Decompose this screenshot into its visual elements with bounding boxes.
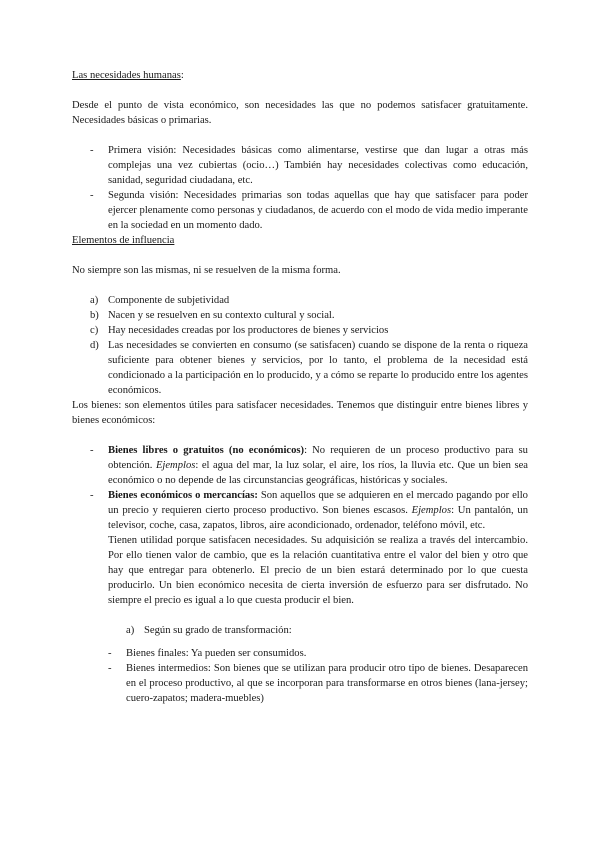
list-marker: c) xyxy=(90,325,99,336)
list-item: - Primera visión: Necesidades básicas como alimentarse, vestirse que dan lugar a otras más complejas una vez cubiertas (ocio…) También hay necesidades colectivas como educación, sanidad, seguridad ciudadana, etc. xyxy=(90,145,528,186)
section-heading-elementos: Elementos de influencia xyxy=(72,235,175,246)
paragraph-utilidad: Tienen utilidad porque satisfacen necesidades. Su adquisición se realiza a través del intercambio. Por ello tienen valor de cambio, que es la relación cuantitativa entre el valor del bien y otro que hay que entregar para obtenerlo. El precio de un bien estará determinado por lo que cuesta producirlo. Un bien económico necesita de cierta inversión de esfuerzo para ser disfrutado. No siempre el precio es igual a lo que cuesta producir el bien. xyxy=(108,535,528,606)
list-item: a) Componente de subjetividad xyxy=(90,295,230,306)
paragraph-intro-elementos: No siempre son las mismas, ni se resuelven de la misma forma. xyxy=(72,265,341,276)
list-item: - Segunda visión: Necesidades primarias son todas aquellas que hay que satisfacer para poder ejercer plenamente como personas y ciudadanos, de acuerdo con el modo de vida medio imperante en la sociedad en un momento dado. xyxy=(90,190,528,231)
dash-marker: - xyxy=(90,445,94,456)
list-item: - Bienes intermedios: Son bienes que se utilizan para producir otro tipo de bienes. Desaparecen en el proceso productivo, al que se incorporan para transformarse en otros bienes (lana-jersey; cuero-zapatos; madera-muebles) xyxy=(108,663,528,704)
list-item-bienes-economicos: - Bienes económicos o mercancías: Son aquellos que se adquieren en el mercado pagando por ello un precio y requieren cierto proceso productivo. Son bienes escasos. Ejemplos: Un pantalón, un televisor, coche, casa, zapatos, libros, aire acondicionado, ordenador, teléfono móvil, etc. xyxy=(90,490,528,531)
list-visiones xyxy=(72,143,528,233)
dash-marker: - xyxy=(108,648,112,659)
list-tipos-bienes xyxy=(72,443,528,533)
list-item: c) Hay necesidades creadas por los productores de bienes y servicios xyxy=(90,325,389,336)
paragraph-bienes-intro: Los bienes: son elementos útiles para satisfacer necesidades. Tenemos que distinguir entre bienes libres y bienes económicos: xyxy=(72,400,528,426)
dash-marker: - xyxy=(108,663,112,674)
list-clasificacion xyxy=(108,623,528,638)
list-item-bienes-libres: - Bienes libres o gratuitos (no económicos): No requieren de un proceso productivo para su obtención. Ejemplos: el agua del mar, la luz solar, el aire, los ríos, la lluvia etc. Que un bien sea económico o no depende de las circunstancias geográficas, históricas y sociales. xyxy=(90,445,528,486)
list-item: a) Según su grado de transformación: xyxy=(126,625,292,636)
list-marker: a) xyxy=(90,295,99,306)
list-marker: a) xyxy=(126,625,135,636)
dash-marker: - xyxy=(90,190,94,201)
list-marker: b) xyxy=(90,310,99,321)
paragraph-intro-necesidades: Desde el punto de vista económico, son necesidades las que no podemos satisfacer gratuitamente. Necesidades básicas o primarias. xyxy=(72,100,528,126)
list-transformacion xyxy=(90,646,528,706)
dash-marker: - xyxy=(90,490,94,501)
list-item: - Bienes finales: Ya pueden ser consumidos. xyxy=(108,648,307,659)
indented-block xyxy=(72,533,528,706)
list-elementos xyxy=(72,293,528,398)
section-heading-necesidades: Las necesidades humanas: xyxy=(72,70,184,81)
document-page xyxy=(72,68,528,706)
list-item: b) Nacen y se resuelven en su contexto cultural y social. xyxy=(90,310,335,321)
list-marker: d) xyxy=(90,340,99,351)
list-item: d) Las necesidades se convierten en consumo (se satisfacen) cuando se dispone de la renta o riqueza suficiente para obtener bienes y servicios, por lo tanto, el problema de la necesidad está condicionado a la participación en lo producido, y a cómo se reparte lo producido entre los agentes económicos. xyxy=(90,340,528,396)
dash-marker: - xyxy=(90,145,94,156)
